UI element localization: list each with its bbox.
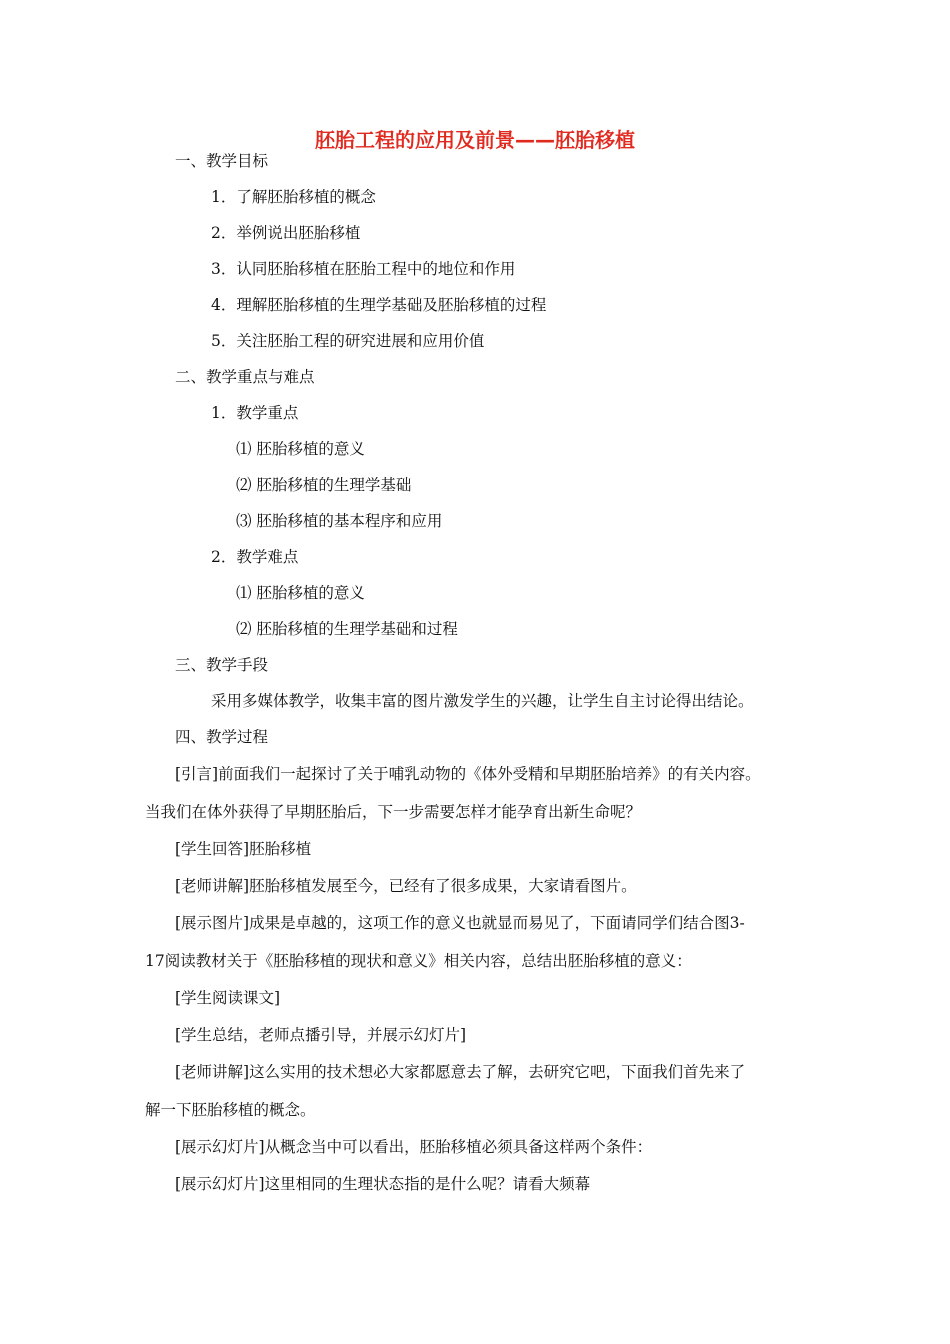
- process-paragraph-line: [学生总结，老师点播引导，并展示幻灯片]: [175, 1026, 467, 1044]
- document-title: 胚胎工程的应用及前景——胚胎移植: [315, 128, 635, 152]
- key-point-item: ⑴ 胚胎移植的意义: [236, 440, 365, 458]
- objective-item: 1．了解胚胎移植的概念: [211, 188, 376, 206]
- key-point-item: ⑵ 胚胎移植的生理学基础: [236, 476, 412, 494]
- process-paragraph-line: 17阅读教材关于《胚胎移植的现状和意义》相关内容，总结出胚胎移植的意义：: [145, 952, 692, 970]
- process-paragraph-line: [学生阅读课文]: [175, 989, 281, 1007]
- process-paragraph-line: [展示幻灯片]从概念当中可以看出，胚胎移植必须具备这样两个条件：: [175, 1138, 653, 1156]
- methods-paragraph: 采用多媒体教学，收集丰富的图片激发学生的兴趣，让学生自主讨论得出结论。: [211, 692, 754, 710]
- objective-item: 2．举例说出胚胎移植: [211, 224, 361, 242]
- process-paragraph-line: [展示幻灯片]这里相同的生理状态指的是什么呢？请看大频幕: [175, 1175, 591, 1193]
- difficulty-item: ⑴ 胚胎移植的意义: [236, 584, 365, 602]
- difficulty-item: ⑵ 胚胎移植的生理学基础和过程: [236, 620, 458, 638]
- subheading-difficulties: 2．教学难点: [211, 548, 299, 566]
- key-point-item: ⑶ 胚胎移植的基本程序和应用: [236, 512, 443, 530]
- objective-item: 4．理解胚胎移植的生理学基础及胚胎移植的过程: [211, 296, 547, 314]
- section-heading-key-points: 二、教学重点与难点: [175, 368, 315, 386]
- section-heading-process: 四、教学过程: [175, 728, 269, 746]
- process-paragraph-line: [学生回答]胚胎移植: [175, 840, 312, 858]
- section-heading-methods: 三、教学手段: [175, 656, 269, 674]
- section-heading-objectives: 一、教学目标: [175, 152, 269, 170]
- objective-item: 3．认同胚胎移植在胚胎工程中的地位和作用: [211, 260, 516, 278]
- process-paragraph-line: 当我们在体外获得了早期胚胎后，下一步需要怎样才能孕育出新生命呢？: [145, 803, 642, 821]
- subheading-key-points: 1．教学重点: [211, 404, 299, 422]
- objective-item: 5．关注胚胎工程的研究进展和应用价值: [211, 332, 485, 350]
- process-paragraph-line: 解一下胚胎移植的概念。: [145, 1101, 316, 1119]
- process-paragraph-line: [老师讲解]胚胎移植发展至今，已经有了很多成果，大家请看图片。: [175, 877, 637, 895]
- process-paragraph-line: [展示图片]成果是卓越的，这项工作的意义也就显而易见了，下面请同学们结合图3-: [175, 914, 745, 932]
- process-paragraph-line: [老师讲解]这么实用的技术想必大家都愿意去了解，去研究它吧，下面我们首先来了: [175, 1063, 746, 1081]
- process-paragraph-line: [引言]前面我们一起探讨了关于哺乳动物的《体外受精和早期胚胎培养》的有关内容。: [175, 765, 761, 783]
